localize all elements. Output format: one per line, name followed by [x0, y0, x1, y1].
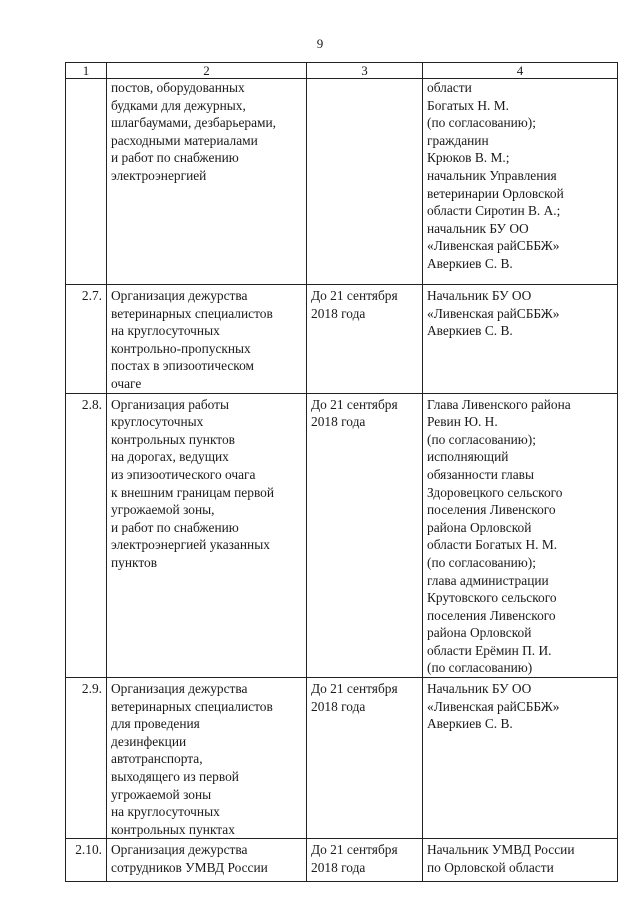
activity-line: электроэнергией	[111, 167, 207, 183]
activity-line: ветеринарных специалистов	[111, 698, 273, 714]
table-row	[66, 678, 618, 839]
responsible-line: (по согласованию);	[427, 115, 536, 131]
activity-line: из эпизоотического очага	[111, 466, 256, 482]
responsible-cell	[423, 285, 618, 394]
table-row	[66, 839, 618, 882]
deadline-line: До 21 сентября	[311, 288, 398, 303]
activity-line: выходящего из первой	[111, 769, 239, 785]
responsible-line: (по согласованию);	[427, 431, 536, 447]
responsible-line: Начальник УМВД России	[427, 842, 575, 858]
item-number-cell: 2.8.	[66, 393, 107, 678]
table-row	[66, 393, 618, 678]
responsible-line: Здоровецкого сельского	[427, 484, 563, 500]
deadline-line: 2018 года	[311, 305, 366, 321]
responsible-line: Аверкиев С. В.	[427, 255, 513, 271]
activity-cell	[107, 393, 307, 678]
responsible-line: района Орловской	[427, 519, 532, 535]
deadline-line: 2018 года	[311, 860, 366, 875]
activity-line: расходными материалами	[111, 132, 258, 148]
activity-table	[65, 62, 618, 882]
responsible-line: поселения Ливенского	[427, 502, 556, 518]
responsible-line: начальник Управления	[427, 167, 557, 183]
responsible-line: Начальник БУ ОО	[427, 681, 532, 697]
activity-line: и работ по снабжению	[111, 150, 239, 166]
responsible-line: области Ерёмин П. И.	[427, 642, 552, 658]
responsible-line: «Ливенская райСББЖ»	[427, 238, 560, 254]
activity-line: дезинфекции	[111, 733, 187, 749]
activity-line: к внешним границам первой	[111, 484, 275, 500]
header-cell: 3	[307, 63, 423, 79]
activity-line: электроэнергией указанных	[111, 537, 270, 553]
responsible-line: по Орловской области	[427, 860, 554, 875]
deadline-cell	[307, 393, 423, 678]
responsible-line: «Ливенская райСББЖ»	[427, 305, 560, 321]
activity-line: автотранспорта,	[111, 751, 203, 767]
deadline-line: До 21 сентября	[311, 681, 398, 697]
responsible-cell	[423, 839, 618, 882]
responsible-line: Аверкиев С. В.	[427, 716, 513, 732]
activity-cell	[107, 839, 307, 882]
activity-line: постах в эпизоотическом	[111, 358, 255, 374]
activity-line: контрольных пунктов	[111, 431, 235, 447]
activity-line: очаге	[111, 375, 142, 391]
item-number-cell: 2.7.	[66, 285, 107, 394]
deadline-cell	[307, 839, 423, 882]
deadline-line: 2018 года	[311, 698, 366, 714]
activity-line: будками для дежурных,	[111, 97, 246, 113]
deadline-line: До 21 сентября	[311, 842, 398, 858]
activity-cell	[107, 678, 307, 839]
table-row	[66, 79, 618, 285]
responsible-line: обязанности главы	[427, 466, 534, 482]
activity-line: Организация дежурства	[111, 681, 248, 697]
responsible-line: Глава Ливенского района	[427, 396, 571, 412]
responsible-line: Аверкиев С. В.	[427, 323, 513, 339]
activity-line: на дорогах, ведущих	[111, 449, 229, 465]
activity-line: Организация дежурства	[111, 842, 248, 858]
deadline-line: 2018 года	[311, 414, 366, 430]
header-cell: 4	[423, 63, 618, 79]
responsible-line: исполняющий	[427, 449, 509, 465]
responsible-cell	[423, 393, 618, 678]
activity-line: контрольных пунктах	[111, 821, 235, 837]
responsible-line: Начальник БУ ОО	[427, 288, 532, 303]
activity-line: шлагбаумами, дезбарьерами,	[111, 115, 277, 131]
responsible-line: Богатых Н. М.	[427, 97, 509, 113]
responsible-line: области	[427, 80, 472, 95]
item-number-cell: 2.10.	[66, 839, 107, 882]
responsible-line: глава администрации	[427, 572, 549, 588]
responsible-line: Ревин Ю. Н.	[427, 414, 498, 430]
activity-line: ветеринарных специалистов	[111, 305, 273, 321]
responsible-line: «Ливенская райСББЖ»	[427, 698, 560, 714]
deadline-cell	[307, 285, 423, 394]
header-cell: 1	[66, 63, 107, 79]
deadline-cell	[307, 79, 423, 285]
activity-line: угрожаемой зоны,	[111, 502, 215, 518]
responsible-line: начальник БУ ОО	[427, 220, 529, 236]
activity-cell	[107, 79, 307, 285]
activity-line: угрожаемой зоны	[111, 786, 212, 802]
activity-line: Организация дежурства	[111, 288, 248, 303]
activity-line: пунктов	[111, 554, 158, 570]
item-number-cell	[66, 79, 107, 285]
responsible-line: Крутовского сельского	[427, 590, 557, 606]
activity-line: на круглосуточных	[111, 804, 220, 820]
page-number: 9	[316, 36, 324, 51]
activity-line: круглосуточных	[111, 414, 204, 430]
responsible-line: района Орловской	[427, 625, 532, 641]
deadline-cell	[307, 678, 423, 839]
activity-cell	[107, 285, 307, 394]
responsible-line: (по согласованию)	[427, 660, 533, 676]
activity-line: на круглосуточных	[111, 323, 220, 339]
responsible-cell	[423, 79, 618, 285]
activity-line: и работ по снабжению	[111, 519, 239, 535]
item-number-cell: 2.9.	[66, 678, 107, 839]
responsible-line: области Богатых Н. М.	[427, 537, 558, 553]
activity-line: для проведения	[111, 716, 200, 732]
responsible-line: ветеринарии Орловской	[427, 185, 564, 201]
table-row	[66, 285, 618, 394]
responsible-cell	[423, 678, 618, 839]
activity-line: Организация работы	[111, 396, 230, 412]
responsible-line: Крюков В. М.;	[427, 150, 510, 166]
activity-line: контрольно-пропускных	[111, 340, 251, 356]
deadline-line: До 21 сентября	[311, 396, 398, 412]
activity-line: сотрудников УМВД России	[111, 860, 268, 875]
responsible-line: поселения Ливенского	[427, 607, 556, 623]
responsible-line: гражданин	[427, 132, 489, 148]
table-header-row	[66, 63, 618, 79]
responsible-line: (по согласованию);	[427, 554, 536, 570]
activity-line: постов, оборудованных	[111, 80, 245, 95]
responsible-line: области Сиротин В. А.;	[427, 203, 561, 219]
header-cell: 2	[107, 63, 307, 79]
